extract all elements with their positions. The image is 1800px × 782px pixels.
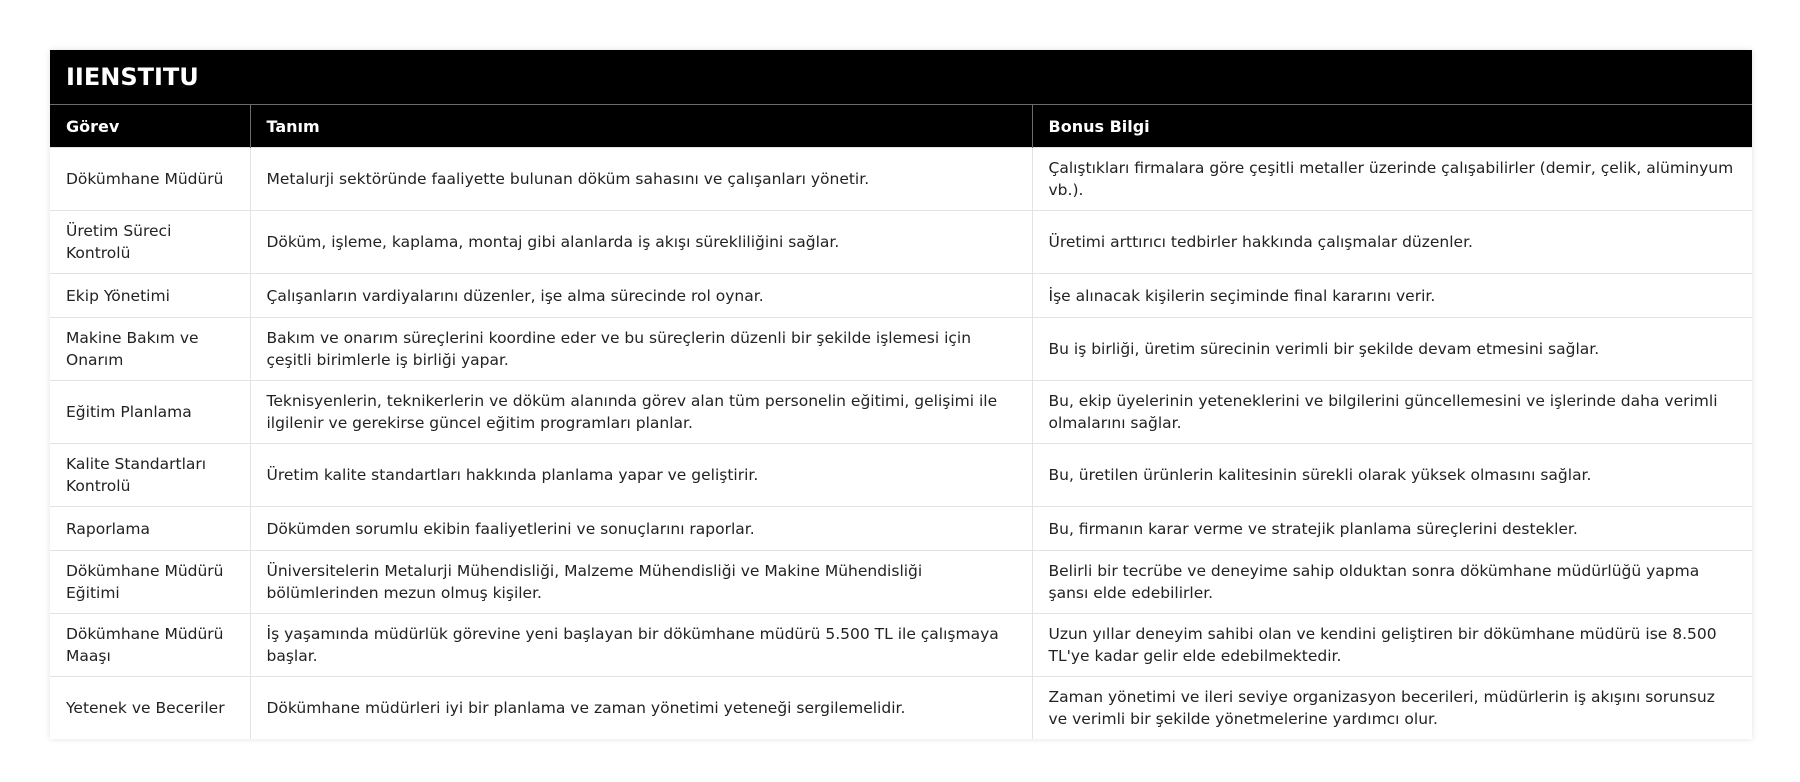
table-row <box>50 444 1752 507</box>
cell-tanim: Bakım ve onarım süreçlerini koordine eder ve bu süreçlerin düzenli bir şekilde işlemesi için çeşitli birimlerle iş birliği yapar. <box>250 318 1032 381</box>
cell-bonus: Uzun yıllar deneyim sahibi olan ve kendini geliştiren bir dökümhane müdürü ise 8.500 TL'ye kadar gelir elde edebilmektedir. <box>1032 614 1752 677</box>
cell-bonus: Bu iş birliği, üretim sürecinin verimli bir şekilde devam etmesini sağlar. <box>1032 318 1752 381</box>
cell-tanim: Üniversitelerin Metalurji Mühendisliği, Malzeme Mühendisliği ve Makine Mühendisliği bölümlerinden mezun olmuş kişiler. <box>250 551 1032 614</box>
table-row <box>50 148 1752 211</box>
table-row <box>50 274 1752 318</box>
cell-gorev: Dökümhane Müdürü <box>50 148 250 211</box>
cell-bonus: Bu, firmanın karar verme ve stratejik planlama süreçlerini destekler. <box>1032 507 1752 551</box>
cell-gorev: Makine Bakım ve Onarım <box>50 318 250 381</box>
table-header-row <box>50 105 1752 148</box>
cell-gorev: Eğitim Planlama <box>50 381 250 444</box>
cell-bonus: Zaman yönetimi ve ileri seviye organizasyon becerileri, müdürlerin iş akışını sorunsuz ve verimli bir şekilde yönetmelerine yardımcı olur. <box>1032 677 1752 740</box>
cell-gorev: Yetenek ve Beceriler <box>50 677 250 740</box>
table-row <box>50 677 1752 740</box>
table-row <box>50 381 1752 444</box>
info-table <box>50 105 1752 739</box>
table-row <box>50 614 1752 677</box>
cell-tanim: Dökümhane müdürleri iyi bir planlama ve zaman yönetimi yeteneği sergilemelidir. <box>250 677 1032 740</box>
cell-tanim: Dökümden sorumlu ekibin faaliyetlerini ve sonuçlarını raporlar. <box>250 507 1032 551</box>
header-gorev: Görev <box>50 105 250 148</box>
cell-gorev: Üretim Süreci Kontrolü <box>50 211 250 274</box>
cell-bonus: Bu, üretilen ürünlerin kalitesinin sürekli olarak yüksek olmasını sağlar. <box>1032 444 1752 507</box>
cell-gorev: Dökümhane Müdürü Eğitimi <box>50 551 250 614</box>
cell-bonus: Belirli bir tecrübe ve deneyime sahip olduktan sonra dökümhane müdürlüğü yapma şansı elde edebilirler. <box>1032 551 1752 614</box>
cell-bonus: Üretimi arttırıcı tedbirler hakkında çalışmalar düzenler. <box>1032 211 1752 274</box>
table-row <box>50 507 1752 551</box>
table-row <box>50 551 1752 614</box>
cell-tanim: Döküm, işleme, kaplama, montaj gibi alanlarda iş akışı sürekliliğini sağlar. <box>250 211 1032 274</box>
cell-tanim: Çalışanların vardiyalarını düzenler, işe alma sürecinde rol oynar. <box>250 274 1032 318</box>
header-bonus-bilgi: Bonus Bilgi <box>1032 105 1752 148</box>
cell-tanim: Metalurji sektöründe faaliyette bulunan döküm sahasını ve çalışanları yönetir. <box>250 148 1032 211</box>
cell-tanim: Üretim kalite standartları hakkında planlama yapar ve geliştirir. <box>250 444 1032 507</box>
cell-gorev: Dökümhane Müdürü Maaşı <box>50 614 250 677</box>
cell-gorev: Ekip Yönetimi <box>50 274 250 318</box>
cell-gorev: Raporlama <box>50 507 250 551</box>
cell-bonus: İşe alınacak kişilerin seçiminde final kararını verir. <box>1032 274 1752 318</box>
header-tanim: Tanım <box>250 105 1032 148</box>
cell-bonus: Bu, ekip üyelerinin yeteneklerini ve bilgilerini güncellemesini ve işlerinde daha verimli olmalarını sağlar. <box>1032 381 1752 444</box>
cell-bonus: Çalıştıkları firmalara göre çeşitli metaller üzerinde çalışabilirler (demir, çelik, alüminyum vb.). <box>1032 148 1752 211</box>
cell-tanim: İş yaşamında müdürlük görevine yeni başlayan bir dökümhane müdürü 5.500 TL ile çalışmaya başlar. <box>250 614 1032 677</box>
info-table-container <box>50 50 1752 739</box>
table-row <box>50 211 1752 274</box>
cell-gorev: Kalite Standartları Kontrolü <box>50 444 250 507</box>
table-row <box>50 318 1752 381</box>
table-title: IIENSTITU <box>50 50 1752 105</box>
cell-tanim: Teknisyenlerin, teknikerlerin ve döküm alanında görev alan tüm personelin eğitimi, gelişimi ile ilgilenir ve gerekirse güncel eğitim programları planlar. <box>250 381 1032 444</box>
